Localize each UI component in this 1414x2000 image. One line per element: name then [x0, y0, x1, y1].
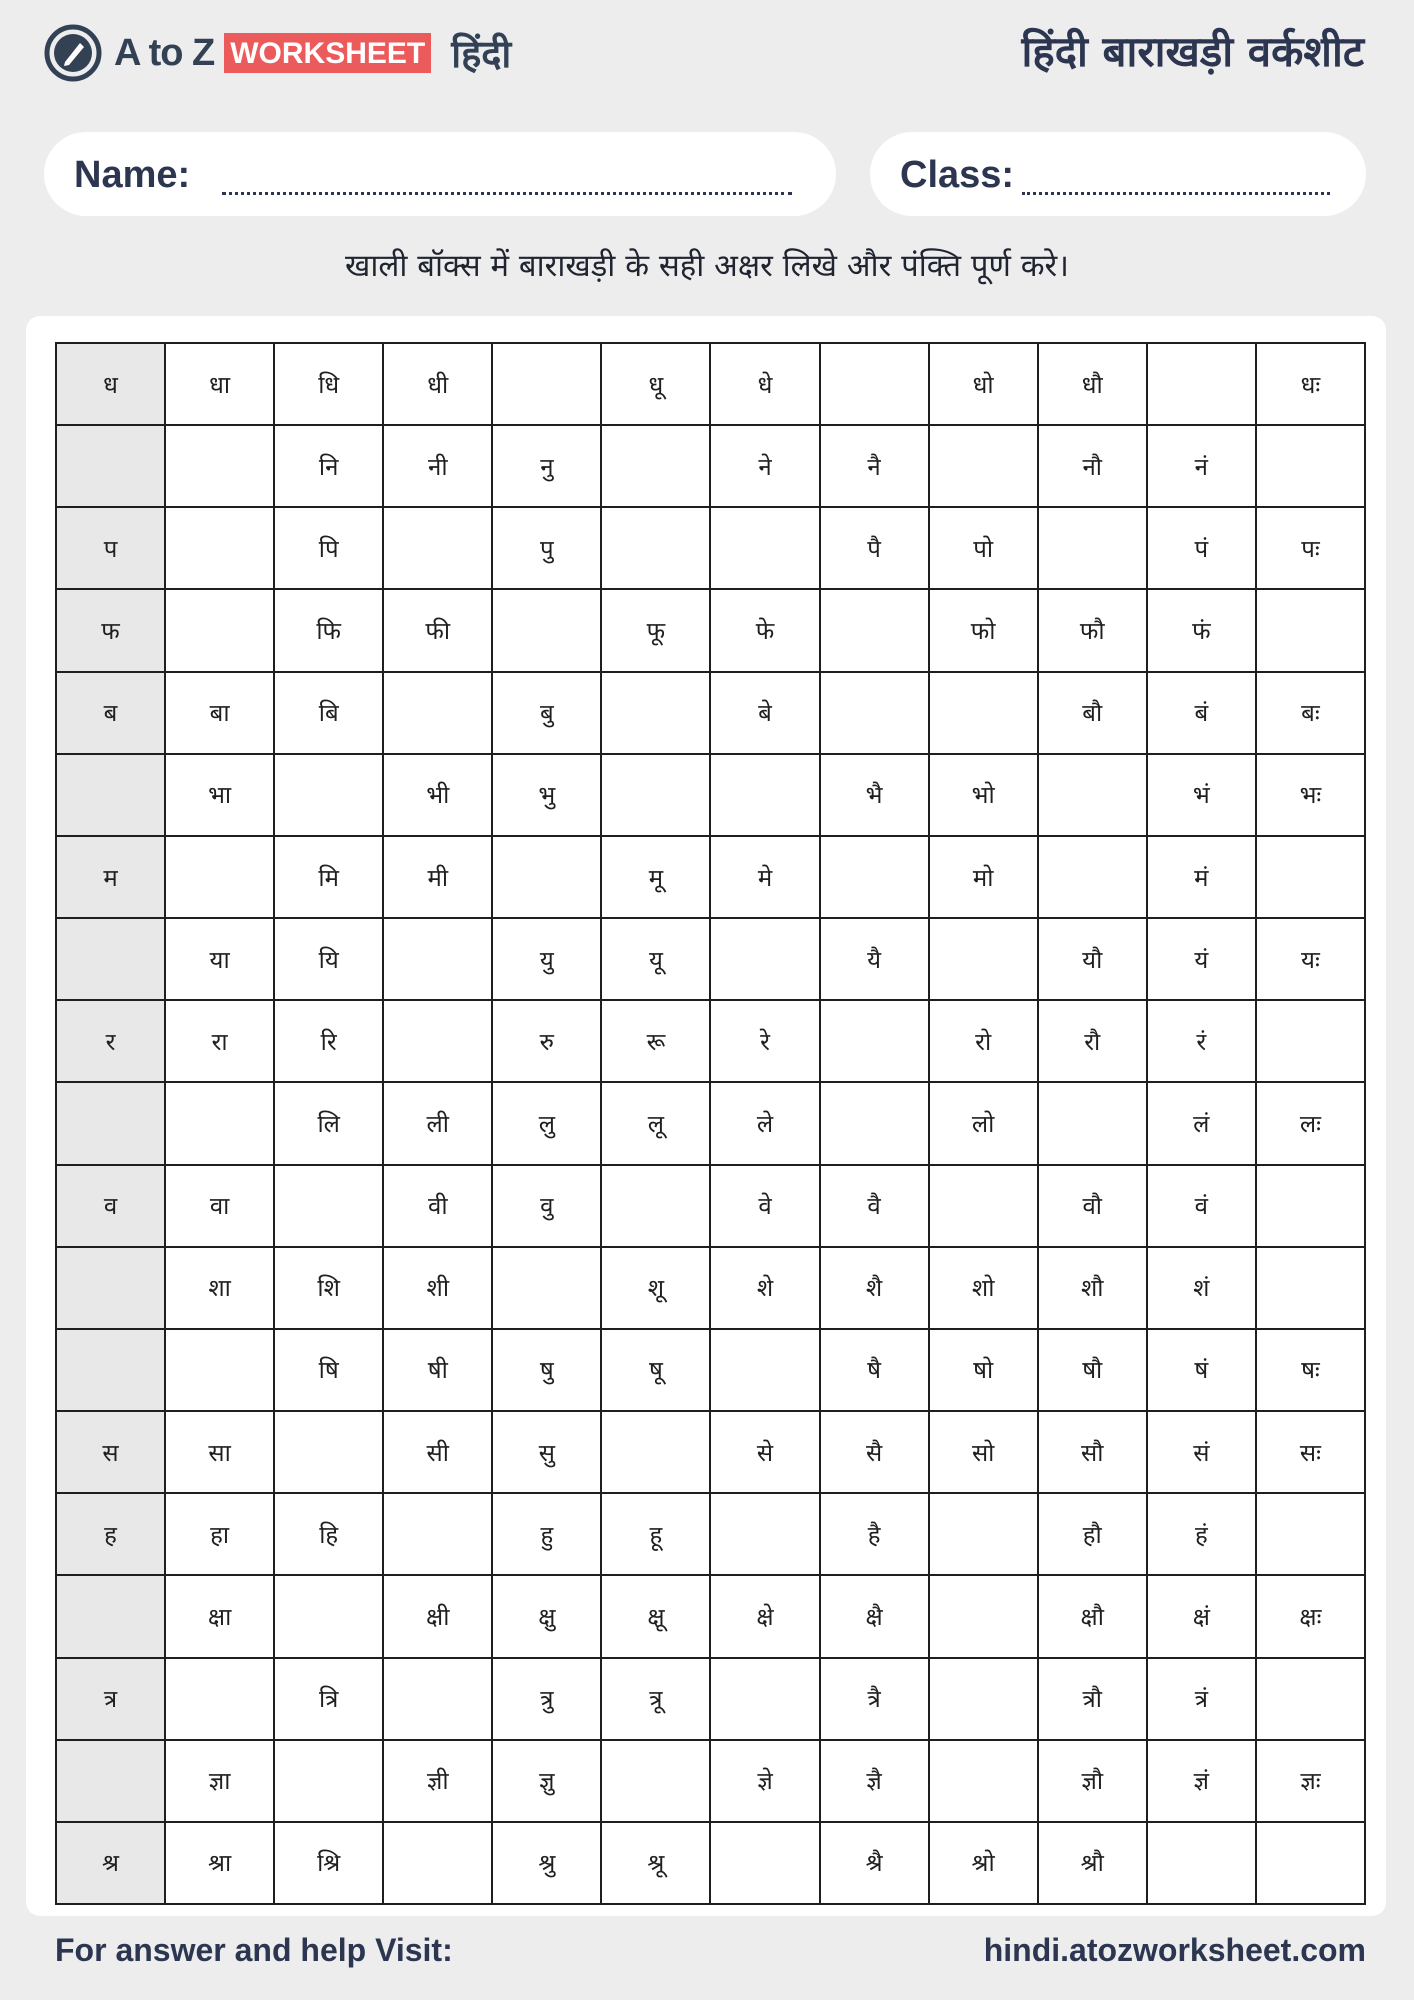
grid-cell: बौ [1038, 672, 1147, 754]
grid-cell: ज्ञा [165, 1740, 274, 1822]
blank-answer-cell[interactable] [710, 918, 819, 1000]
blank-answer-cell[interactable] [601, 1165, 710, 1247]
blank-answer-cell[interactable] [710, 1329, 819, 1411]
grid-cell: नौ [1038, 425, 1147, 507]
blank-answer-cell[interactable] [274, 1165, 383, 1247]
grid-cell: नि [274, 425, 383, 507]
grid-cell: क्षे [710, 1575, 819, 1657]
class-field[interactable] [870, 132, 1366, 216]
grid-cell: रो [929, 1000, 1038, 1082]
blank-answer-cell[interactable] [1256, 1000, 1365, 1082]
grid-cell: सं [1147, 1411, 1256, 1493]
grid-cell: वे [710, 1165, 819, 1247]
grid-cell: शै [820, 1247, 929, 1329]
grid-cell: भु [492, 754, 601, 836]
grid-cell: यि [274, 918, 383, 1000]
grid-cell: बा [165, 672, 274, 754]
blank-answer-cell[interactable] [929, 425, 1038, 507]
grid-row [56, 1329, 1365, 1411]
grid-cell: रौ [1038, 1000, 1147, 1082]
grid-cell: श्रै [820, 1822, 929, 1904]
blank-answer-cell[interactable] [1256, 1165, 1365, 1247]
blank-answer-cell[interactable] [383, 1000, 492, 1082]
grid-cell: शं [1147, 1247, 1256, 1329]
blank-answer-cell[interactable] [820, 836, 929, 918]
grid-cell: लू [601, 1082, 710, 1164]
blank-answer-cell[interactable] [165, 425, 274, 507]
name-label: Name: [74, 154, 191, 196]
grid-cell: क्षी [383, 1575, 492, 1657]
grid-cell: भी [383, 754, 492, 836]
blank-answer-cell[interactable] [1256, 1247, 1365, 1329]
row-consonant-cell[interactable] [56, 754, 165, 836]
grid-row [56, 1411, 1365, 1493]
blank-answer-cell[interactable] [165, 589, 274, 671]
grid-cell: नं [1147, 425, 1256, 507]
grid-cell: भै [820, 754, 929, 836]
grid-cell: मी [383, 836, 492, 918]
grid-cell: क्षौ [1038, 1575, 1147, 1657]
grid-cell: ज्ञु [492, 1740, 601, 1822]
grid-cell: रू [601, 1000, 710, 1082]
blank-answer-cell[interactable] [820, 343, 929, 425]
grid-cell: त्रं [1147, 1658, 1256, 1740]
grid-cell: षै [820, 1329, 929, 1411]
row-consonant-cell[interactable] [56, 1082, 165, 1164]
footer-help-text: For answer and help Visit: [55, 1932, 453, 1968]
grid-cell: रु [492, 1000, 601, 1082]
grid-cell: बु [492, 672, 601, 754]
row-consonant-cell: व [56, 1165, 165, 1247]
grid-cell: षी [383, 1329, 492, 1411]
blank-answer-cell[interactable] [492, 836, 601, 918]
grid-cell: यौ [1038, 918, 1147, 1000]
grid-cell: ज्ञी [383, 1740, 492, 1822]
blank-answer-cell[interactable] [383, 672, 492, 754]
blank-answer-cell[interactable] [1256, 589, 1365, 671]
grid-cell: मि [274, 836, 383, 918]
grid-cell: क्षु [492, 1575, 601, 1657]
grid-cell: श्रौ [1038, 1822, 1147, 1904]
grid-cell: पः [1256, 507, 1365, 589]
grid-cell: फं [1147, 589, 1256, 671]
instruction: खाली बॉक्स में बाराखड़ी के सही अक्षर लिखे और पंक्ति पूर्ण करे। [345, 248, 1069, 284]
blank-answer-cell[interactable] [929, 918, 1038, 1000]
blank-answer-cell[interactable] [165, 1658, 274, 1740]
grid-row [56, 507, 1365, 589]
grid-cell: यः [1256, 918, 1365, 1000]
grid-cell: फो [929, 589, 1038, 671]
blank-answer-cell[interactable] [165, 1082, 274, 1164]
grid-row [56, 1493, 1365, 1575]
name-field[interactable] [44, 132, 836, 216]
grid-cell: लि [274, 1082, 383, 1164]
grid-cell: मं [1147, 836, 1256, 918]
grid-cell: क्षं [1147, 1575, 1256, 1657]
blank-answer-cell[interactable] [492, 589, 601, 671]
grid-row [56, 1740, 1365, 1822]
grid-cell: भं [1147, 754, 1256, 836]
grid-cell: शा [165, 1247, 274, 1329]
grid-cell: वै [820, 1165, 929, 1247]
blank-answer-cell[interactable] [601, 1411, 710, 1493]
blank-answer-cell[interactable] [929, 672, 1038, 754]
pen-in-circle-icon [44, 24, 102, 82]
grid-cell: फौ [1038, 589, 1147, 671]
blank-answer-cell[interactable] [1256, 1493, 1365, 1575]
grid-cell: सी [383, 1411, 492, 1493]
grid-row [56, 589, 1365, 671]
blank-answer-cell[interactable] [1147, 343, 1256, 425]
grid-cell: वौ [1038, 1165, 1147, 1247]
grid-cell: हा [165, 1493, 274, 1575]
barakhadi-grid [55, 342, 1366, 1905]
grid-cell: शि [274, 1247, 383, 1329]
logo-badge: WORKSHEET [224, 33, 431, 73]
grid-cell: ले [710, 1082, 819, 1164]
grid-cell: शौ [1038, 1247, 1147, 1329]
grid-cell: धी [383, 343, 492, 425]
grid-cell: या [165, 918, 274, 1000]
grid-cell: सौ [1038, 1411, 1147, 1493]
grid-cell: हि [274, 1493, 383, 1575]
grid-cell: ज्ञे [710, 1740, 819, 1822]
grid-cell: लं [1147, 1082, 1256, 1164]
blank-answer-cell[interactable] [274, 1575, 383, 1657]
grid-row [56, 1165, 1365, 1247]
grid-cell: शो [929, 1247, 1038, 1329]
grid-cell: क्षू [601, 1575, 710, 1657]
row-consonant-cell[interactable] [56, 1575, 165, 1657]
blank-answer-cell[interactable] [710, 1658, 819, 1740]
grid-cell: षो [929, 1329, 1038, 1411]
blank-answer-cell[interactable] [601, 1740, 710, 1822]
name-line[interactable] [222, 192, 792, 195]
grid-cell: श्रु [492, 1822, 601, 1904]
grid-cell: श्रो [929, 1822, 1038, 1904]
grid-cell: रं [1147, 1000, 1256, 1082]
grid-cell: लो [929, 1082, 1038, 1164]
grid-cell: से [710, 1411, 819, 1493]
blank-answer-cell[interactable] [383, 507, 492, 589]
grid-cell: है [820, 1493, 929, 1575]
grid-row [56, 754, 1365, 836]
grid-cell: हौ [1038, 1493, 1147, 1575]
grid-body [56, 343, 1365, 1904]
blank-answer-cell[interactable] [383, 1822, 492, 1904]
grid-cell: त्रौ [1038, 1658, 1147, 1740]
row-consonant-cell: त्र [56, 1658, 165, 1740]
grid-cell: हं [1147, 1493, 1256, 1575]
grid-cell: त्रू [601, 1658, 710, 1740]
logo-brand: A to Z [114, 31, 215, 74]
header [0, 0, 1414, 110]
grid-cell: पो [929, 507, 1038, 589]
class-label: Class: [900, 154, 1015, 196]
grid-cell: पि [274, 507, 383, 589]
grid-cell: धः [1256, 343, 1365, 425]
grid-cell: रि [274, 1000, 383, 1082]
grid-row [56, 1575, 1365, 1657]
grid-cell: यै [820, 918, 929, 1000]
blank-answer-cell[interactable] [710, 507, 819, 589]
grid-cell: मू [601, 836, 710, 918]
grid-cell: रे [710, 1000, 819, 1082]
grid-cell: ज्ञै [820, 1740, 929, 1822]
grid-cell: ज्ञौ [1038, 1740, 1147, 1822]
row-consonant-cell[interactable] [56, 425, 165, 507]
grid-cell: धू [601, 343, 710, 425]
grid-cell: भः [1256, 754, 1365, 836]
blank-answer-cell[interactable] [710, 1822, 819, 1904]
blank-answer-cell[interactable] [1147, 1822, 1256, 1904]
grid-cell: सै [820, 1411, 929, 1493]
grid-cell: ने [710, 425, 819, 507]
grid-cell: त्रु [492, 1658, 601, 1740]
grid-cell: षौ [1038, 1329, 1147, 1411]
grid-cell: सा [165, 1411, 274, 1493]
blank-answer-cell[interactable] [492, 1247, 601, 1329]
blank-answer-cell[interactable] [929, 1575, 1038, 1657]
row-consonant-cell: फ [56, 589, 165, 671]
grid-cell: फि [274, 589, 383, 671]
grid-cell: क्षा [165, 1575, 274, 1657]
grid-cell: नु [492, 425, 601, 507]
grid-cell: क्षै [820, 1575, 929, 1657]
grid-row [56, 425, 1365, 507]
blank-answer-cell[interactable] [601, 425, 710, 507]
blank-answer-cell[interactable] [1038, 1082, 1147, 1164]
blank-answer-cell[interactable] [274, 1411, 383, 1493]
grid-cell: यू [601, 918, 710, 1000]
blank-answer-cell[interactable] [383, 1493, 492, 1575]
grid-cell: फू [601, 589, 710, 671]
grid-cell: ज्ञं [1147, 1740, 1256, 1822]
grid-cell: ली [383, 1082, 492, 1164]
blank-answer-cell[interactable] [1256, 425, 1365, 507]
row-consonant-cell[interactable] [56, 1740, 165, 1822]
grid-cell: बि [274, 672, 383, 754]
footer-website-link[interactable]: hindi.atozworksheet.com [983, 1932, 1366, 1968]
row-consonant-cell: म [56, 836, 165, 918]
blank-answer-cell[interactable] [165, 507, 274, 589]
row-consonant-cell: ब [56, 672, 165, 754]
grid-cell: भा [165, 754, 274, 836]
grid-cell: धा [165, 343, 274, 425]
grid-cell: नै [820, 425, 929, 507]
blank-answer-cell[interactable] [820, 1082, 929, 1164]
grid-cell: शे [710, 1247, 819, 1329]
grid-cell: श्रू [601, 1822, 710, 1904]
grid-cell: ज्ञः [1256, 1740, 1365, 1822]
grid-cell: पं [1147, 507, 1256, 589]
grid-cell: सो [929, 1411, 1038, 1493]
blank-answer-cell[interactable] [1038, 836, 1147, 918]
blank-answer-cell[interactable] [820, 672, 929, 754]
grid-cell: धौ [1038, 343, 1147, 425]
class-line[interactable] [1022, 192, 1330, 195]
grid-row [56, 918, 1365, 1000]
row-consonant-cell: प [56, 507, 165, 589]
grid-cell: षु [492, 1329, 601, 1411]
grid-cell: सः [1256, 1411, 1365, 1493]
blank-answer-cell[interactable] [1256, 1822, 1365, 1904]
grid-cell: बः [1256, 672, 1365, 754]
grid-cell: धे [710, 343, 819, 425]
row-consonant-cell[interactable] [56, 1329, 165, 1411]
blank-answer-cell[interactable] [274, 754, 383, 836]
grid-row [56, 1658, 1365, 1740]
grid-cell: हू [601, 1493, 710, 1575]
blank-answer-cell[interactable] [601, 672, 710, 754]
grid-cell: बे [710, 672, 819, 754]
grid-cell: शी [383, 1247, 492, 1329]
grid-cell: पु [492, 507, 601, 589]
grid-cell: लु [492, 1082, 601, 1164]
grid-cell: सु [492, 1411, 601, 1493]
blank-answer-cell[interactable] [820, 589, 929, 671]
blank-answer-cell[interactable] [601, 754, 710, 836]
grid-cell: वा [165, 1165, 274, 1247]
grid-cell: यं [1147, 918, 1256, 1000]
grid-cell: त्रि [274, 1658, 383, 1740]
blank-answer-cell[interactable] [1256, 836, 1365, 918]
grid-row [56, 1822, 1365, 1904]
grid-row [56, 836, 1365, 918]
blank-answer-cell[interactable] [820, 1000, 929, 1082]
page-title: हिंदी बाराखड़ी वर्कशीट [1021, 27, 1364, 76]
grid-row [56, 1082, 1365, 1164]
blank-answer-cell[interactable] [383, 918, 492, 1000]
grid-cell: वी [383, 1165, 492, 1247]
grid-cell: रा [165, 1000, 274, 1082]
blank-answer-cell[interactable] [710, 1493, 819, 1575]
blank-answer-cell[interactable] [165, 836, 274, 918]
grid-cell: मो [929, 836, 1038, 918]
grid-cell: वु [492, 1165, 601, 1247]
grid-cell: त्रै [820, 1658, 929, 1740]
grid-cell: क्षः [1256, 1575, 1365, 1657]
grid-cell: भो [929, 754, 1038, 836]
grid-cell: षू [601, 1329, 710, 1411]
grid-row [56, 672, 1365, 754]
logo [44, 24, 511, 82]
grid-cell: धो [929, 343, 1038, 425]
logo-language: हिंदी [451, 32, 512, 76]
grid-cell: धि [274, 343, 383, 425]
grid-cell: षि [274, 1329, 383, 1411]
grid-cell: वं [1147, 1165, 1256, 1247]
grid-cell: मे [710, 836, 819, 918]
row-consonant-cell: ह [56, 1493, 165, 1575]
blank-answer-cell[interactable] [601, 507, 710, 589]
grid-row [56, 1247, 1365, 1329]
grid-cell: बं [1147, 672, 1256, 754]
row-consonant-cell: स [56, 1411, 165, 1493]
grid-cell: श्रि [274, 1822, 383, 1904]
blank-answer-cell[interactable] [929, 1493, 1038, 1575]
row-consonant-cell: ध [56, 343, 165, 425]
blank-answer-cell[interactable] [929, 1658, 1038, 1740]
blank-answer-cell[interactable] [1038, 507, 1147, 589]
blank-answer-cell[interactable] [929, 1165, 1038, 1247]
row-consonant-cell: र [56, 1000, 165, 1082]
blank-answer-cell[interactable] [710, 754, 819, 836]
blank-answer-cell[interactable] [1038, 754, 1147, 836]
grid-cell: पै [820, 507, 929, 589]
blank-answer-cell[interactable] [1256, 1658, 1365, 1740]
blank-answer-cell[interactable] [165, 1329, 274, 1411]
row-consonant-cell: श्र [56, 1822, 165, 1904]
grid-cell: फी [383, 589, 492, 671]
grid-row [56, 1000, 1365, 1082]
grid-cell: शू [601, 1247, 710, 1329]
row-consonant-cell[interactable] [56, 918, 165, 1000]
row-consonant-cell[interactable] [56, 1247, 165, 1329]
grid-cell: यु [492, 918, 601, 1000]
blank-answer-cell[interactable] [383, 1658, 492, 1740]
grid-cell: षं [1147, 1329, 1256, 1411]
grid-cell: षः [1256, 1329, 1365, 1411]
blank-answer-cell[interactable] [929, 1740, 1038, 1822]
blank-answer-cell[interactable] [492, 343, 601, 425]
grid-cell: श्रा [165, 1822, 274, 1904]
grid-row [56, 343, 1365, 425]
grid-cell: नी [383, 425, 492, 507]
blank-answer-cell[interactable] [274, 1740, 383, 1822]
grid-cell: हु [492, 1493, 601, 1575]
grid-cell: फे [710, 589, 819, 671]
grid-cell: लः [1256, 1082, 1365, 1164]
